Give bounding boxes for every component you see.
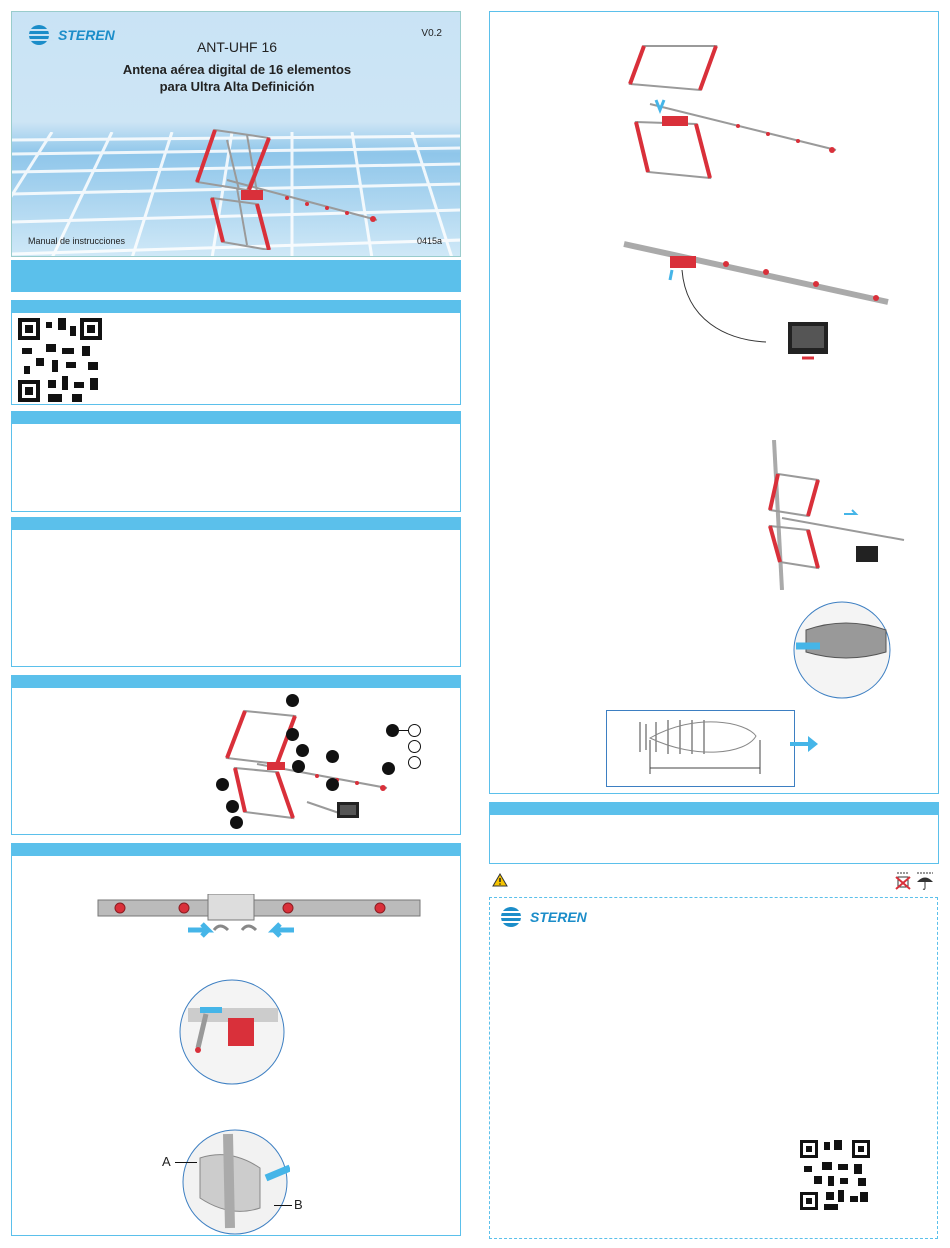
section-band [12,518,460,530]
cover-panel [11,11,461,257]
antenna-illustration [187,120,387,250]
legend-ring [408,740,421,753]
section-band [12,301,460,313]
header-banner [11,260,461,292]
signal-range-diagram [606,710,796,788]
installation-section [489,11,939,794]
parts-section [11,675,461,835]
mount-detail-circle [792,600,892,700]
callout-label-b: B [294,1197,303,1212]
qr-section [11,300,461,405]
section-box-3 [489,802,939,864]
section-band [12,412,460,424]
callout-dot [226,800,239,813]
title-line-1: Antena aérea digital de 16 elementos [122,62,352,77]
callout-dot [292,760,305,773]
steren-logo [500,906,587,928]
brand-name: STEREN [58,27,115,43]
arrow-right-icon [790,734,820,754]
document-code: 0415a [416,236,442,246]
detail-circle-2 [180,1128,290,1236]
callout-dot [286,728,299,741]
callout-dot [230,816,243,829]
callout-label-a: A [162,1154,171,1169]
mast-mount-illustration [758,440,908,590]
assembly-section [11,843,461,1236]
title-line-2: para Ultra Alta Definición [159,79,315,94]
callout-dot [296,744,309,757]
callout-dot [216,778,229,791]
section-band [12,676,460,688]
qr-code-icon [18,318,102,402]
section-box-2 [11,517,461,667]
legend-ring [408,756,421,769]
section-band [490,803,938,815]
boom-illustration [96,894,424,944]
callout-dot [326,750,339,763]
callout-line-b [274,1205,292,1206]
no-water-icon [894,871,912,891]
section-band [12,844,460,856]
keep-dry-icon [915,871,935,891]
steren-logo-icon [500,906,526,928]
antenna-folding-illustration [618,40,848,185]
legend-line [398,730,408,731]
brand-name: STEREN [530,909,587,925]
legend-ring [408,724,421,737]
callout-line-a [175,1162,197,1163]
warning-icon [492,873,508,887]
model-number: ANT-UHF 16 [196,39,278,55]
callout-dot [286,694,299,707]
manual-label: Manual de instrucciones [28,236,126,246]
tv-connection-illustration [616,230,916,370]
section-box-1 [11,411,461,512]
callout-dot [382,762,395,775]
detail-circle-1 [178,978,286,1086]
warranty-section [489,897,938,1239]
version-label: V0.2 [421,28,442,39]
qr-code-icon [800,1140,870,1210]
callout-dot [326,778,339,791]
